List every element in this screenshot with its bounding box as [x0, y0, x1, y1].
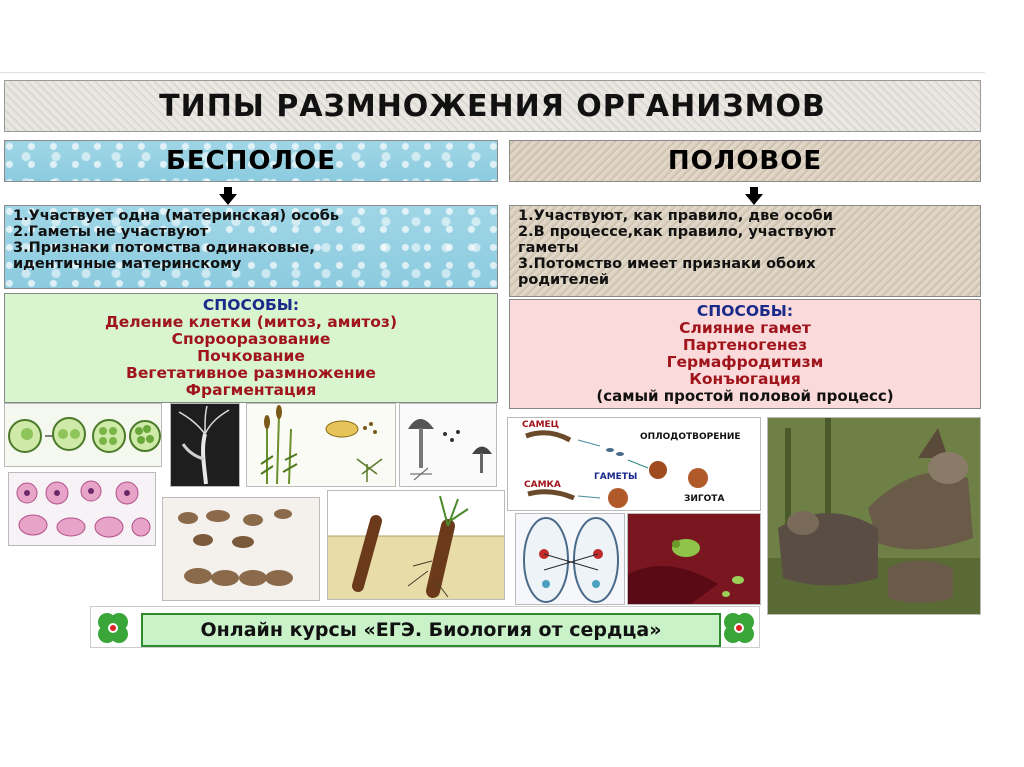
aphids-image — [627, 513, 761, 605]
asexual-features — [4, 205, 498, 289]
hydra-illustration — [171, 404, 240, 487]
feature-item: идентичные материнскому — [13, 256, 242, 272]
down-arrow-icon — [219, 187, 237, 205]
methods-title: СПОСОБЫ: — [696, 302, 794, 320]
feature-item: 2.Гаметы не участвуют — [13, 224, 209, 240]
feature-item: 3.Потомство имеет признаки обоих — [518, 256, 816, 272]
method-item: Конъюгация — [689, 370, 801, 388]
amoeba-division-image — [8, 472, 156, 546]
moss-spores-image — [246, 403, 396, 487]
sexual-header — [509, 140, 981, 182]
down-arrow-icon — [745, 187, 763, 205]
method-item: Слияние гамет — [679, 319, 811, 337]
method-item: Вегетативное размножение — [126, 364, 376, 382]
method-item: Фрагментация — [185, 381, 317, 399]
clover-logo-icon — [95, 610, 131, 646]
hydra-budding-image — [170, 403, 240, 487]
page-title-text: ТИПЫ РАЗМНОЖЕНИЯ ОРГАНИЗМОВ — [159, 88, 826, 124]
cell-division-illustration — [5, 404, 162, 467]
amoeba-illustration — [9, 473, 156, 546]
male-label: САМЕЦ — [522, 420, 560, 430]
female-label: САМКА — [524, 480, 561, 490]
method-item: Деление клетки (митоз, амитоз) — [104, 313, 398, 331]
gametes-label: ГАМЕТЫ — [594, 472, 638, 482]
clover-logo-icon — [721, 610, 757, 646]
feature-item: 3.Признаки потомства одинаковые, — [13, 240, 315, 256]
conjugation-illustration — [516, 514, 625, 605]
wolves-image — [767, 417, 981, 615]
method-item: Партеногенез — [682, 336, 808, 354]
fertilization-diagram — [507, 417, 761, 511]
feature-item: родителей — [518, 272, 610, 288]
aphids-illustration — [628, 514, 761, 605]
sexual-features — [509, 205, 981, 297]
planaria-illustration — [163, 498, 320, 601]
cuttings-illustration — [328, 491, 505, 600]
feature-item: 1.Участвует одна (материнская) особь — [13, 208, 340, 224]
fungus-spores-image — [399, 403, 497, 487]
fungus-illustration — [400, 404, 497, 487]
moss-illustration — [247, 404, 396, 487]
method-item: Гермафродитизм — [666, 353, 824, 371]
feature-item: гаметы — [518, 240, 579, 256]
asexual-header — [4, 140, 498, 182]
top-divider — [0, 72, 985, 73]
vegetative-cuttings-image — [327, 490, 505, 600]
cell-division-image — [4, 403, 162, 467]
method-note: (самый простой половой процесс) — [596, 387, 894, 405]
feature-item: 1.Участвуют, как правило, две особи — [518, 208, 833, 224]
feature-item: 2.В процессе,как правило, участвуют — [518, 224, 836, 240]
methods-title: СПОСОБЫ: — [202, 296, 300, 314]
asexual-header-text: БЕСПОЛОЕ — [166, 146, 336, 176]
method-item: Спорооразование — [171, 330, 331, 348]
wolves-illustration — [768, 418, 981, 615]
conjugation-image — [515, 513, 625, 605]
course-banner-label — [141, 613, 721, 647]
fertilization-label: ОПЛОДОТВОРЕНИЕ — [640, 432, 741, 442]
method-item: Почкование — [197, 347, 305, 365]
sexual-header-text: ПОЛОВОЕ — [667, 146, 823, 176]
zygote-label: ЗИГОТА — [684, 494, 725, 504]
course-banner-text: Онлайн курсы «ЕГЭ. Биология от сердца» — [200, 619, 662, 641]
page-title — [4, 80, 981, 132]
sexual-methods — [509, 299, 981, 409]
fragmentation-image — [162, 497, 320, 601]
course-banner — [90, 606, 760, 648]
asexual-methods — [4, 293, 498, 403]
